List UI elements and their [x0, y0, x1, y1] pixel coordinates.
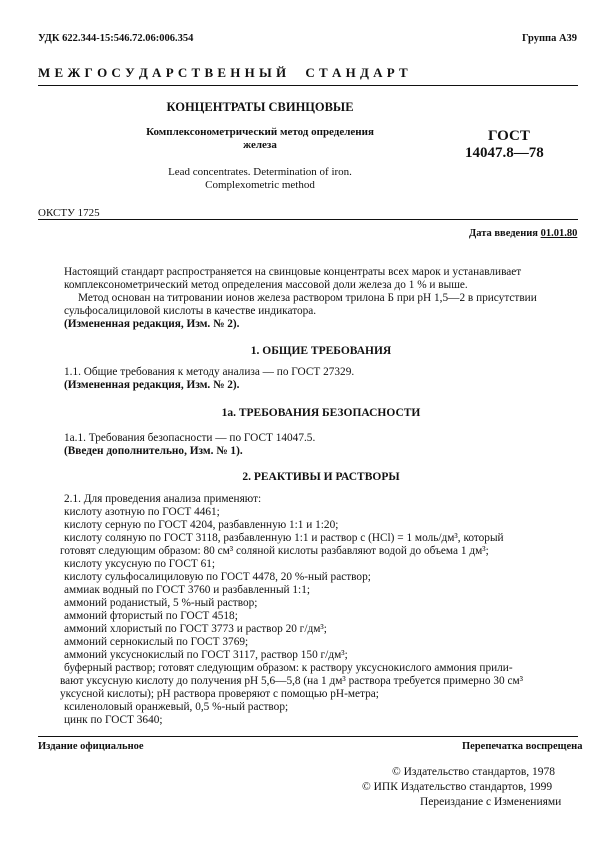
reprint-prohibited: Перепечатка воспрещена: [462, 741, 583, 752]
section1-heading: 1. ОБЩИЕ ТРЕБОВАНИЯ: [250, 345, 392, 357]
copyright-1999: © ИПК Издательство стандартов, 1999: [362, 781, 553, 793]
gost-number: 14047.8—78: [465, 145, 544, 161]
list-item: кислоту азотную по ГОСТ 4461;: [64, 506, 220, 518]
intro-p2-line2: сульфосалициловой кислоты в качестве индикатора.: [64, 305, 317, 317]
list-item: аммоний сернокислый по ГОСТ 3769;: [64, 636, 249, 648]
header-rule: [38, 85, 578, 86]
section2-heading: 2. РЕАКТИВЫ И РАСТВОРЫ: [242, 471, 400, 483]
section1a-text: 1а.1. Требования безопасности — по ГОСТ 14047.5.: [64, 432, 316, 444]
section1a-heading: 1а. ТРЕБОВАНИЯ БЕЗОПАСНОСТИ: [221, 407, 421, 419]
okstu-code: ОКСТУ 1725: [38, 207, 100, 219]
list-item: цинк по ГОСТ 3640;: [64, 714, 163, 726]
list-item: аммиак водный по ГОСТ 3760 и разбавленный 1:1;: [64, 584, 310, 596]
list-item: уксусной кислоты); рН раствора проверяют с помощью рН-метра;: [60, 688, 379, 700]
list-item: кислоту уксусную по ГОСТ 61;: [64, 558, 216, 570]
effective-date-value: 01.01.80: [540, 228, 578, 239]
udk-code: УДК 622.344-15:546.72.06:006.354: [38, 33, 194, 44]
group-code: Группа А39: [522, 33, 578, 44]
list-item: аммоний фтористый по ГОСТ 4518;: [64, 610, 238, 622]
section2-lead: 2.1. Для проведения анализа применяют:: [64, 493, 262, 505]
interstate-standard-banner: М Е Ж Г О С У Д А Р С Т В Е Н Н Ы Й С Т А Н Д А Р Т: [38, 65, 409, 80]
list-item: кислоту сульфосалициловую по ГОСТ 4478, 20 %-ный раствор;: [64, 571, 371, 583]
effective-date-label: Дата введения: [469, 228, 538, 239]
document-subtitle-line2: железа: [243, 139, 277, 151]
section1a-edit-note: (Введен дополнительно, Изм. № 1).: [64, 445, 243, 457]
intro-edit-note: (Измененная редакция, Изм. № 2).: [64, 318, 240, 330]
section1-text: 1.1. Общие требования к методу анализа — по ГОСТ 27329.: [64, 366, 355, 378]
list-item: готовят следующим образом: 80 см³ соляной кислоты разбавляют водой до объема 1 дм³;: [60, 545, 489, 557]
intro-p2-line1: Метод основан на титровании ионов железа раствором трилона Б при рН 1,5—2 в присутствии: [78, 292, 537, 304]
intro-p1-line2: комплексонометрический метод определения массовой доли железа до 1 % и выше.: [64, 279, 468, 291]
list-item: буферный раствор; готовят следующим образом: к раствору уксуснокислого аммония прили-: [64, 662, 513, 674]
list-item: кислоту серную по ГОСТ 4204, разбавленную 1:1 и 1:20;: [64, 519, 339, 531]
reissue-note: Переиздание с Изменениями: [420, 796, 562, 808]
effective-date: [469, 228, 577, 239]
english-title-line1: Lead concentrates. Determination of iron.: [168, 166, 352, 178]
reagents-list: [60, 506, 524, 727]
english-title-line2: Complexometric method: [205, 179, 315, 191]
document-title: КОНЦЕНТРАТЫ СВИНЦОВЫЕ: [166, 100, 354, 114]
copyright-1978: © Издательство стандартов, 1978: [392, 766, 556, 778]
footer-rule: [38, 736, 578, 737]
list-item: вают уксусную кислоту до получения рН 5,6—5,8 (на 1 дм³ раствора требуется примерно 30 см³: [60, 675, 524, 687]
official-edition: Издание официальное: [38, 741, 144, 752]
document-subtitle-line1: Комплексонометрический метод определения: [146, 126, 374, 138]
section1-edit-note: (Измененная редакция, Изм. № 2).: [64, 379, 240, 391]
title-rule: [38, 219, 578, 220]
list-item: аммоний роданистый, 5 %-ный раствор;: [64, 597, 258, 609]
list-item: ксиленоловый оранжевый, 0,5 %-ный раствор;: [64, 701, 289, 713]
list-item: аммоний хлористый по ГОСТ 3773 и раствор 20 г/дм³;: [64, 623, 327, 635]
list-item: кислоту соляную по ГОСТ 3118, разбавленную 1:1 и раствор с (HCl) = 1 моль/дм³, который: [64, 532, 504, 544]
list-item: аммоний уксуснокислый по ГОСТ 3117, раствор 150 г/дм³;: [64, 649, 348, 661]
gost-label: ГОСТ: [488, 128, 530, 144]
intro-p1-line1: Настоящий стандарт распространяется на свинцовые концентраты всех марок и устанавливает: [64, 266, 522, 278]
